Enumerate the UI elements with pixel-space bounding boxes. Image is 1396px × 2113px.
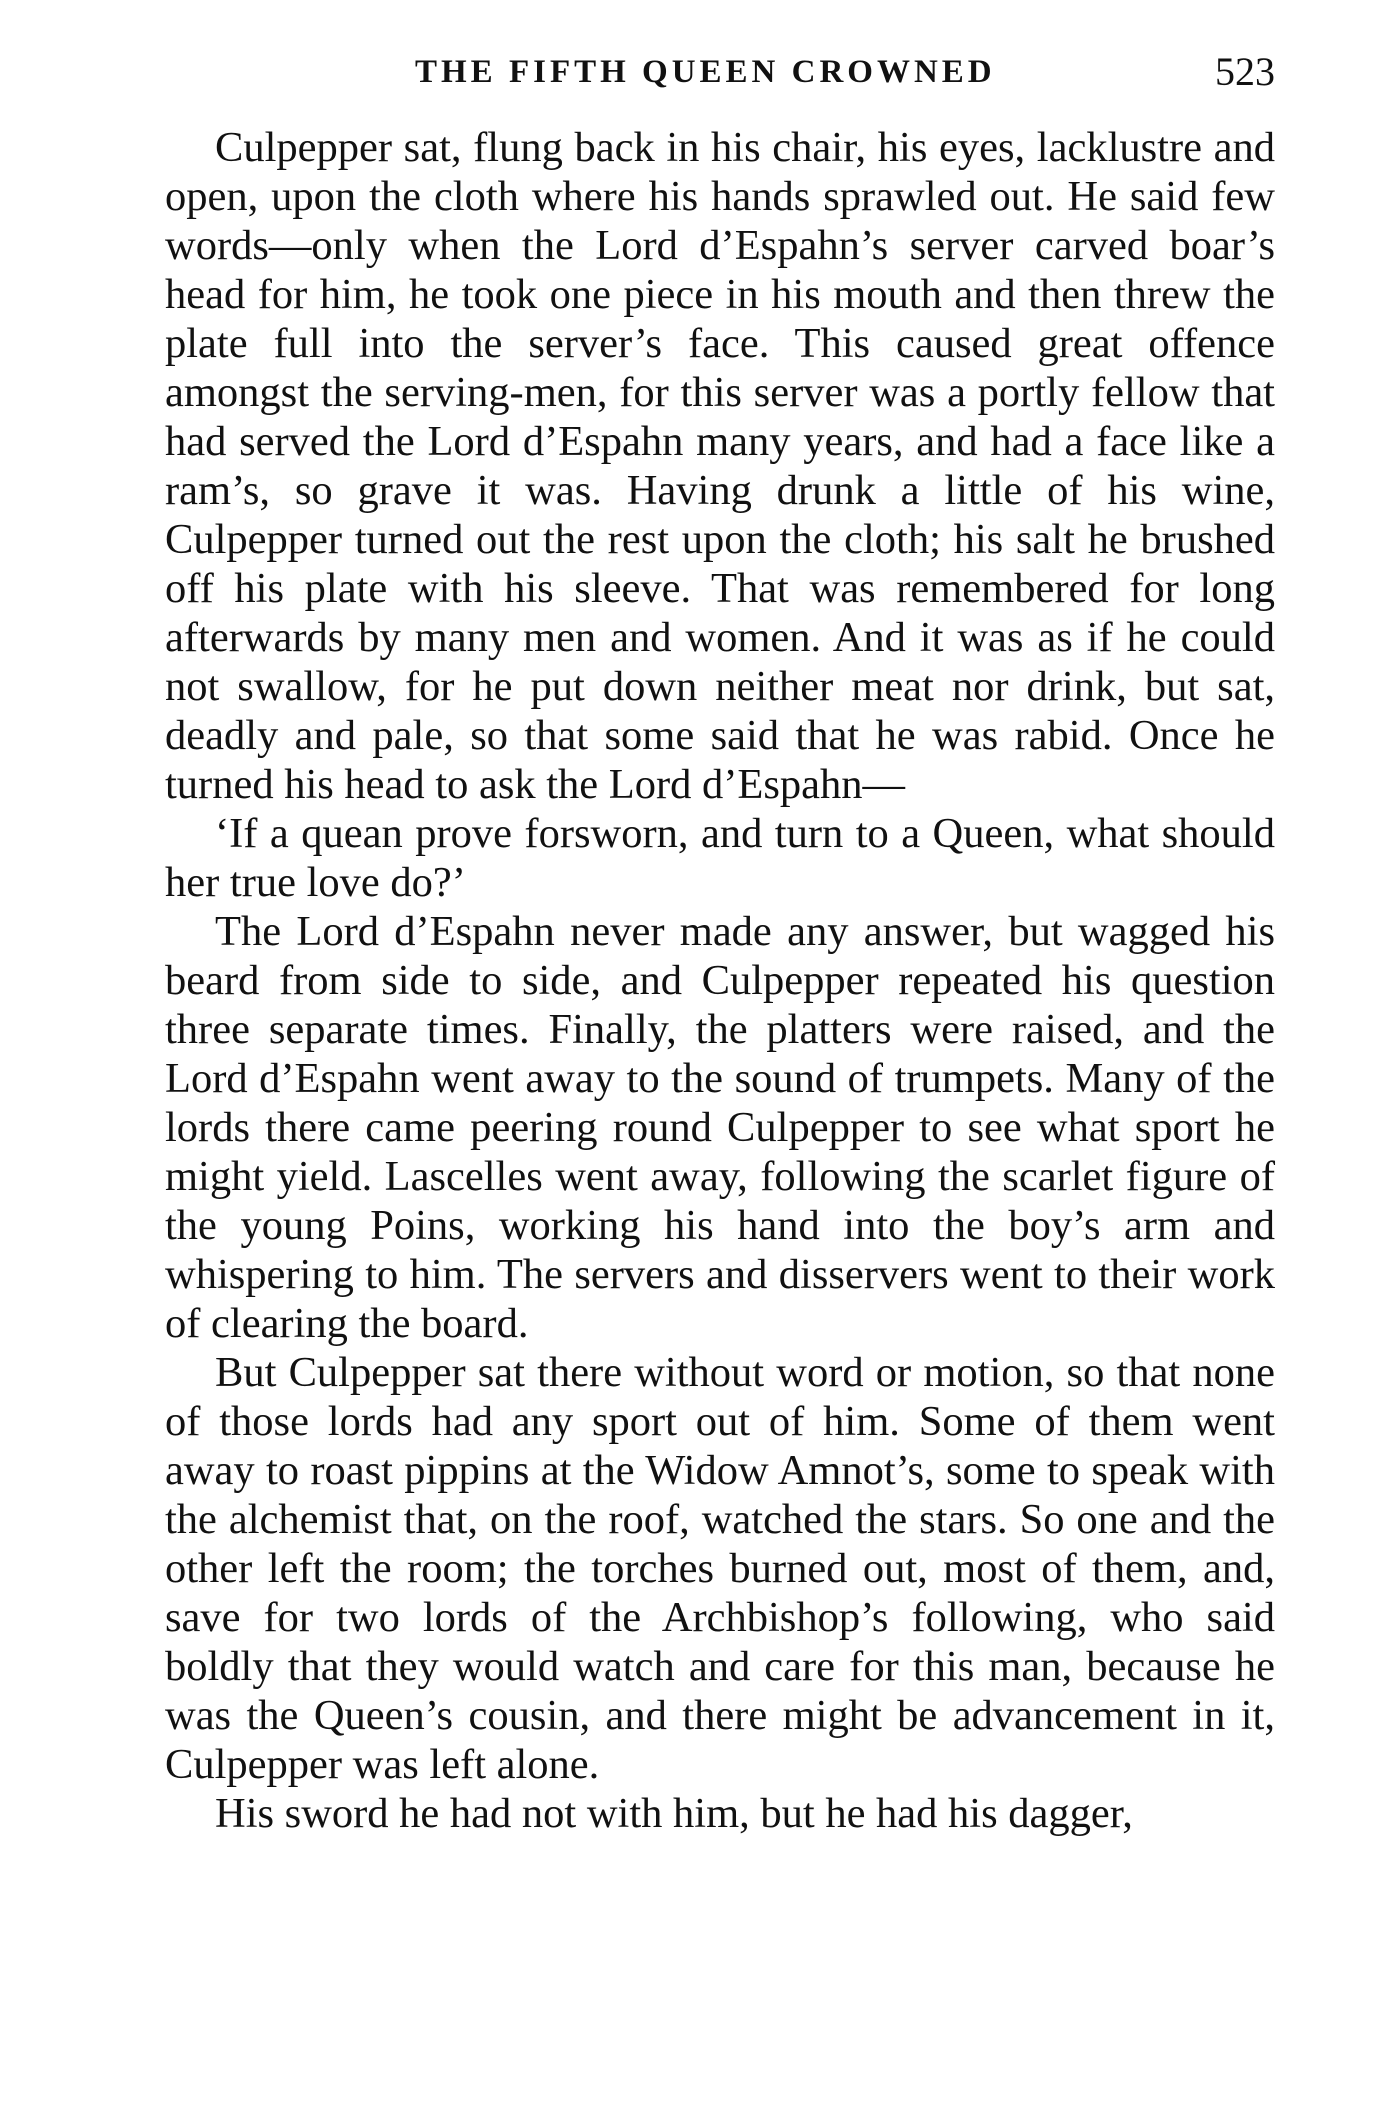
paragraph-2: ‘If a quean prove forsworn, and turn to a Queen, what should her true love do?’ (165, 810, 1275, 906)
paragraph-5: His sword he had not with him, but he had his dagger, (215, 1790, 1133, 1837)
paragraph-3: The Lord d’Espahn never made any answer, but wagged his beard from side to side, and Culpepper repeated his question three separate times. Finally, the platters were raised, and the Lord d’Espahn went away to the sound of trumpets. Many of the lords there came peering round Culpepper to see what sport he might yield. Lascelles went away, following the scarlet figure of the young Poins, working his hand into the boy’s arm and whispering to him. The servers and disservers went to their work of clearing the board. (165, 908, 1275, 1347)
page-number: 523 (1215, 49, 1275, 94)
running-title: THE FIFTH QUEEN CROWNED (415, 54, 996, 90)
paragraph-1: Culpepper sat, flung back in his chair, his eyes, lacklustre and open, upon the cloth where his hands sprawled out. He said few words—only when the Lord d’Espahn’s server carved boar’s head for him, he took one piece in his mouth and then threw the plate full into the server’s face. This caused great offence amongst the serving-men, for this server was a portly fellow that had served the Lord d’Espahn many years, and had a face like a ram’s, so grave it was. Having drunk a little of his wine, Culpepper turned out the rest upon the cloth; his salt he brushed off his plate with his sleeve. That was remembered for long afterwards by many men and women. And it was as if he could not swallow, for he put down neither meat nor drink, but sat, deadly and pale, so that some said that he was rabid. Once he turned his head to ask the Lord d’Espahn— (165, 124, 1275, 808)
body-text (165, 123, 1275, 1838)
running-head (165, 42, 1275, 102)
paragraph-4: But Culpepper sat there without word or motion, so that none of those lords had any sport out of him. Some of them went away to roast pippins at the Widow Amnot’s, some to speak with the alchemist that, on the roof, watched the stars. So one and the other left the room; the torches burned out, most of them, and, save for two lords of the Archbishop’s following, who said boldly that they would watch and care for this man, because he was the Queen’s cousin, and there might be advancement in it, Culpepper was left alone. (165, 1349, 1275, 1788)
